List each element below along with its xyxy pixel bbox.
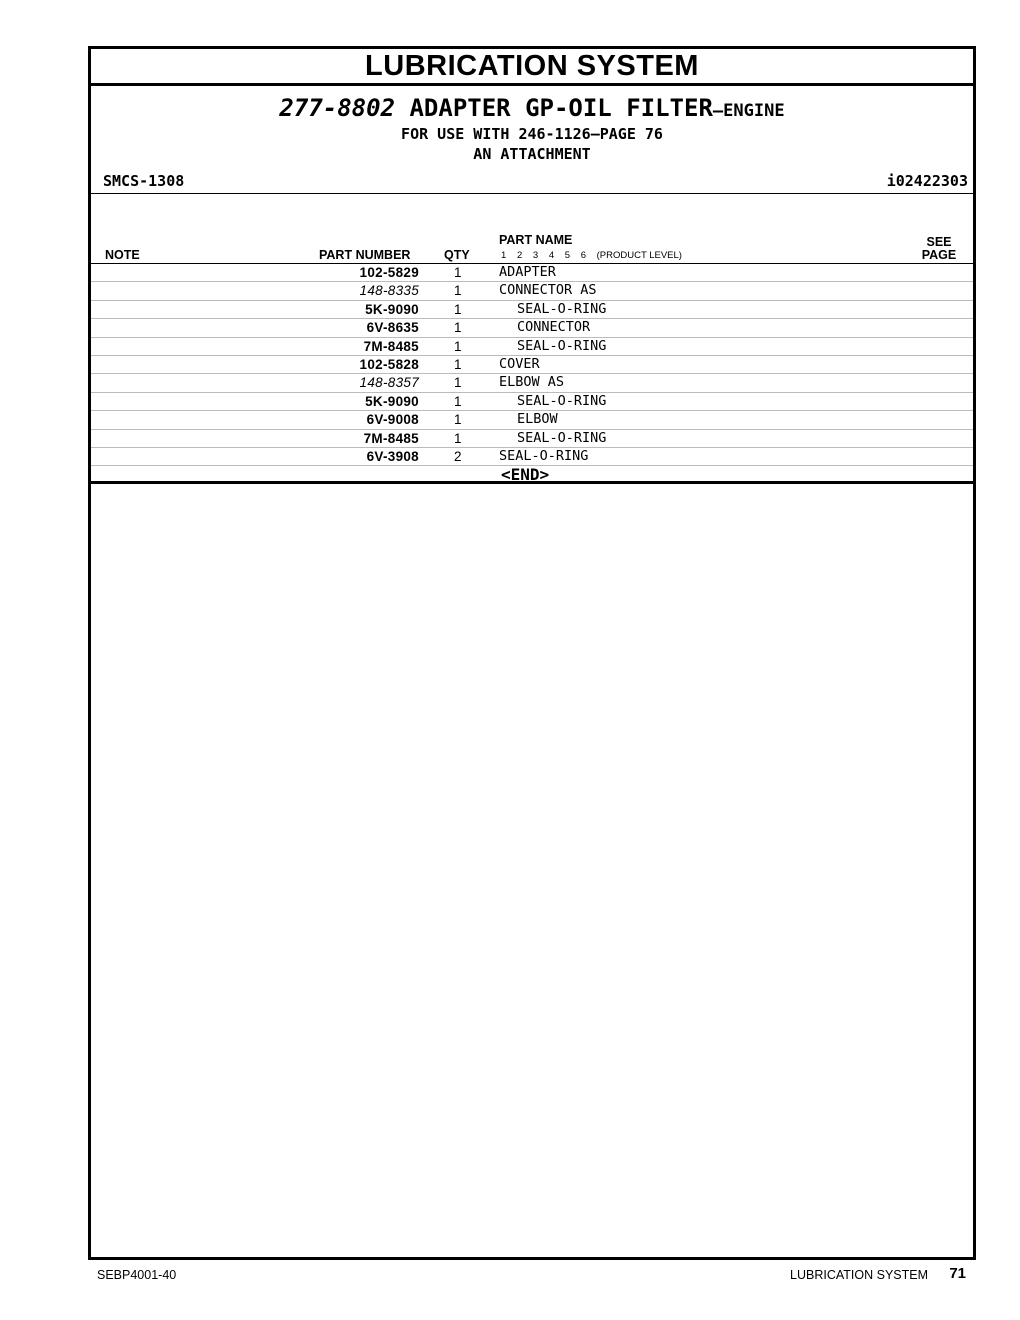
part-name: SEAL-O-RING <box>517 300 607 317</box>
footer-doc-id: SEBP4001-40 <box>97 1268 177 1282</box>
parts-group-section <box>91 86 973 484</box>
part-number: 5K-9090 <box>365 301 419 317</box>
col-header-note: NOTE <box>105 248 140 262</box>
table-row <box>91 282 973 300</box>
header-top-rule <box>91 193 973 194</box>
part-number: 148-8335 <box>359 283 419 299</box>
level-1: 1 <box>501 250 507 261</box>
footer-section: LUBRICATION SYSTEM <box>790 1268 928 1282</box>
table-row <box>91 411 973 429</box>
parts-table <box>91 264 973 466</box>
part-number: 102-5829 <box>359 265 419 280</box>
part-name: SEAL-O-RING <box>517 392 607 409</box>
level-4: 4 <box>548 250 555 261</box>
part-qty: 1 <box>454 301 462 317</box>
smcs-code: SMCS-1308 <box>103 172 185 190</box>
product-levels <box>501 250 690 261</box>
part-name: SEAL-O-RING <box>517 429 607 446</box>
table-row <box>91 301 973 319</box>
table-row <box>91 448 973 466</box>
table-row <box>91 356 973 374</box>
part-number: 6V-9008 <box>366 412 419 428</box>
part-qty: 1 <box>454 338 462 354</box>
part-qty: 1 <box>454 393 462 409</box>
part-qty: 1 <box>454 412 462 428</box>
part-name: CONNECTOR AS <box>499 282 597 299</box>
part-name: SEAL-O-RING <box>499 447 589 464</box>
part-qty: 1 <box>454 430 462 446</box>
part-number: 102-5828 <box>359 356 419 372</box>
use-with-note: FOR USE WITH 246-1126—PAGE 76 <box>401 125 663 143</box>
part-qty: 1 <box>454 356 462 372</box>
col-header-part-number: PART NUMBER <box>319 248 411 262</box>
level-6: 6 <box>580 250 586 261</box>
part-number: 7M-8485 <box>363 338 419 354</box>
table-row <box>91 338 973 356</box>
part-name: ADAPTER <box>499 264 556 280</box>
level-2: 2 <box>516 250 523 261</box>
page-frame <box>88 46 976 1260</box>
group-number: 277-8802 <box>279 94 396 122</box>
part-number: 7M-8485 <box>363 430 419 446</box>
part-number: 5K-9090 <box>365 393 419 409</box>
page-title: LUBRICATION SYSTEM <box>91 49 973 86</box>
table-row <box>91 393 973 411</box>
group-name: ADAPTER GP-OIL FILTER <box>409 94 713 122</box>
part-number: 148-8357 <box>359 375 419 391</box>
part-qty: 1 <box>454 375 462 391</box>
col-header-qty: QTY <box>444 248 470 262</box>
group-suffix: —ENGINE <box>712 101 785 121</box>
group-title <box>91 94 973 125</box>
part-qty: 2 <box>454 448 462 464</box>
table-row <box>91 319 973 337</box>
info-id: i02422303 <box>886 172 968 190</box>
part-qty: 1 <box>454 283 462 299</box>
part-name: ELBOW <box>517 411 558 428</box>
col-header-page: PAGE <box>921 248 957 262</box>
table-row <box>91 374 973 392</box>
col-header-part-name: PART NAME <box>499 233 573 247</box>
part-number: 6V-8635 <box>366 320 419 336</box>
part-qty: 1 <box>454 265 462 280</box>
level-3: 3 <box>532 250 539 261</box>
attachment-note: AN ATTACHMENT <box>473 145 591 163</box>
part-qty: 1 <box>454 320 462 336</box>
part-name: CONNECTOR <box>517 319 591 336</box>
level-5: 5 <box>564 250 571 261</box>
end-marker: <END> <box>501 465 550 484</box>
footer-page-number: 71 <box>949 1265 966 1282</box>
part-name: SEAL-O-RING <box>517 337 607 354</box>
part-number: 6V-3908 <box>366 448 419 464</box>
part-name: ELBOW AS <box>499 374 565 391</box>
col-header-see: SEE <box>926 235 952 249</box>
product-level-label: (PRODUCT LEVEL) <box>596 250 682 261</box>
table-row <box>91 430 973 448</box>
table-row <box>91 264 973 282</box>
part-name: COVER <box>499 355 540 372</box>
